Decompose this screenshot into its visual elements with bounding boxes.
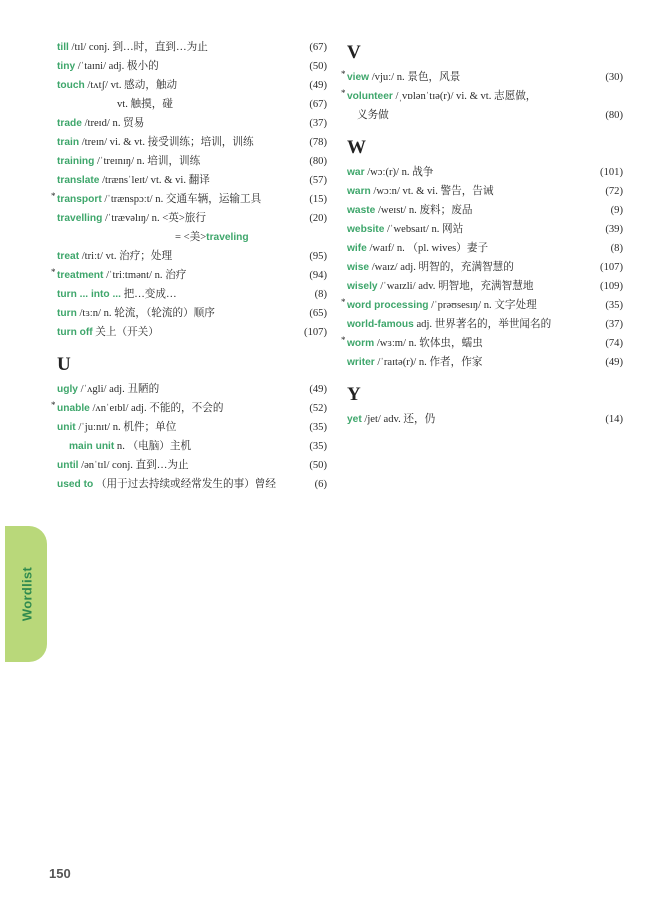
section-heading: U [57,354,71,375]
entry-text [57,399,223,418]
definition: /ˈtrævəlɪŋ/ n. <英>旅行 [102,213,206,224]
definition: /ənˈtɪl/ conj. 直到…为止 [78,460,189,471]
page-reference: (6) [314,479,327,490]
page-reference: (95) [309,251,327,262]
page-reference: (109) [600,281,623,292]
headword: turn [57,308,77,319]
word-entry [57,76,327,95]
page-reference: (49) [309,80,327,91]
headword: translate [57,175,100,186]
entry-text [57,437,191,456]
definition: n. （电脑）主机 [114,441,192,452]
section-gap [347,125,623,133]
headword: touch [57,80,85,91]
entry-text [347,334,483,353]
entry-text [57,247,172,266]
definition: /ʌnˈeɪbl/ adj. 不能的，不会的 [89,403,224,414]
headword: tiny [57,61,76,72]
definition: vt. 触摸，碰 [117,99,173,110]
entry-text [347,182,494,201]
star-marker: * [51,267,56,277]
word-entry [341,68,623,87]
entry-text [347,258,514,277]
definition: /vjuː/ n. 景色，风景 [369,72,461,83]
entry-text [57,285,177,304]
page-reference: (50) [309,61,327,72]
entry-text [57,323,159,342]
page-reference: (15) [309,194,327,205]
headword: wise [347,262,370,273]
page-reference: (78) [309,137,327,148]
definition: /ˈtreɪnɪŋ/ n. 培训，训练 [94,156,201,167]
definition: （用于过去持续或经常发生的事）曾经 [93,479,276,490]
word-entry [347,277,623,296]
definition: /treɪd/ n. 贸易 [81,118,145,129]
word-entry [57,304,327,323]
definition: /ˈtriːtmənt/ n. 治疗 [103,270,187,281]
page-reference: (35) [309,422,327,433]
entry-text [57,456,189,475]
page-reference: (8) [314,289,327,300]
headword: volunteer [347,91,393,102]
definition: /treɪn/ vi. & vt. 接受训练；培训，训练 [79,137,254,148]
word-entry [57,171,327,190]
definition: /waɪz/ adj. 明智的，充满智慧的 [369,262,514,273]
page-reference: (35) [309,441,327,452]
entry-text [347,220,463,239]
headword: used to [57,479,94,490]
entry-text [57,152,200,171]
word-entry [341,87,623,106]
side-tab-label: Wordlist [19,566,35,622]
definition: /tʌtʃ/ vt. 感动，触动 [84,80,178,91]
definition: /wɔː(r)/ n. 战争 [364,167,434,178]
definition: 义务做 [357,110,389,121]
page-reference: (67) [309,99,327,110]
entry-text [347,410,435,429]
word-entry [57,152,327,171]
page-reference: (80) [309,156,327,167]
word-entry [57,456,327,475]
page-reference: (35) [605,300,623,311]
word-entry [57,285,327,304]
star-marker: * [341,88,346,98]
word-entry [57,133,327,152]
page-reference: (9) [610,205,623,216]
entry-text [347,201,472,220]
word-entry [51,266,327,285]
page-reference: (67) [309,42,327,53]
page-reference: (107) [304,327,327,338]
definition: /tɪl/ conj. 到…时，直到…为止 [68,42,208,53]
page-reference: (37) [309,118,327,129]
section-heading: W [347,137,366,158]
word-entry [57,418,327,437]
page-reference: (107) [600,262,623,273]
word-entry [347,163,623,182]
headword: view [347,72,370,83]
entry-text [57,133,254,152]
word-entry [341,296,623,315]
definition: /ˈtrænspɔːt/ n. 交通车辆，运输工具 [101,194,262,205]
headword: transport [57,194,102,205]
star-marker: * [51,400,56,410]
headword: turn ... into ... [57,289,121,300]
word-entry [57,38,327,57]
page-reference: (8) [610,243,623,254]
headword: warn [347,186,371,197]
page-reference: (37) [605,319,623,330]
page-reference: (20) [309,213,327,224]
headword: train [57,137,80,148]
entry-text [57,418,176,437]
word-entry [347,315,623,334]
page-reference: (49) [309,384,327,395]
word-entry [51,399,327,418]
section-heading: V [347,42,361,63]
page-reference: (65) [309,308,327,319]
definition: /wɜːm/ n. 软体虫，蠕虫 [374,338,483,349]
entry-text [57,190,261,209]
headword: world-famous [347,319,414,330]
definition: = <美> [175,232,207,243]
headword: ugly [57,384,78,395]
word-entry [347,182,623,201]
definition: /ˈwaɪzli/ adv. 明智地，充满智慧地 [377,281,534,292]
headword: website [347,224,385,235]
word-entry [341,334,623,353]
word-entry [57,209,327,228]
word-entry [347,201,623,220]
page-reference: (94) [309,270,327,281]
word-entry [347,106,623,125]
entry-text [347,353,482,372]
word-entry [57,437,327,456]
wordlist-side-tab [5,526,47,662]
definition: /ˈtaɪni/ adj. 极小的 [75,61,159,72]
definition: 把…变成… [120,289,177,300]
headword: turn off [57,327,93,338]
definition: /tɜːn/ n. 轮流，（轮流的）顺序 [76,308,215,319]
star-marker: * [341,335,346,345]
page-number: 150 [49,866,71,881]
page-reference: (57) [309,175,327,186]
definition: /ˈjuːnɪt/ n. 机件；单位 [75,422,177,433]
headword: waste [347,205,376,216]
section-gap [57,342,327,350]
entry-text [347,277,533,296]
page-reference: (74) [605,338,623,349]
definition: 关上（开关） [92,327,159,338]
entry-text [57,209,206,228]
star-marker: * [341,69,346,79]
page-reference: (50) [309,460,327,471]
page-reference: (72) [605,186,623,197]
word-entry [57,323,327,342]
headword: traveling [206,232,249,243]
definition: /triːt/ vt. 治疗；处理 [79,251,173,262]
entry-text [57,171,210,190]
headword: war [347,167,365,178]
definition: /ˈprəʊsesɪŋ/ n. 文字处理 [428,300,537,311]
headword: training [57,156,95,167]
headword: treat [57,251,80,262]
word-entry [347,258,623,277]
entry-text [57,114,144,133]
word-entry [347,239,623,258]
word-entry [57,114,327,133]
headword: main unit [69,441,115,452]
word-entry [57,475,327,494]
definition: /ˈraɪtə(r)/ n. 作者，作家 [374,357,483,368]
headword: till [57,42,69,53]
entry-text [347,315,551,334]
star-marker: * [51,191,56,201]
word-entry [347,410,623,429]
word-entry [51,190,327,209]
page-reference: (30) [605,72,623,83]
headword: unit [57,422,76,433]
definition: /weɪst/ n. 废料；废品 [375,205,473,216]
headword: until [57,460,79,471]
page-reference: (52) [309,403,327,414]
entry-text [347,106,389,125]
page-reference: (49) [605,357,623,368]
word-entry [57,95,327,114]
star-marker: * [341,297,346,307]
entry-text [347,239,488,258]
headword: worm [347,338,375,349]
entry-text [57,380,159,399]
definition: /ˌvɒlənˈtɪə(r)/ vi. & vt. 志愿做， [392,91,537,102]
right-column [341,38,623,429]
entry-text [57,76,177,95]
word-entry [57,228,327,247]
entry-text [57,266,186,285]
entry-text [57,57,159,76]
entry-text [57,304,215,323]
entry-text [347,87,536,106]
definition: /jet/ adv. 还，仍 [361,414,436,425]
word-entry [347,220,623,239]
page-reference: (80) [605,110,623,121]
page-reference: (14) [605,414,623,425]
section-heading: Y [347,384,361,405]
headword: treatment [57,270,104,281]
definition: adj. 世界著名的，举世闻名的 [413,319,552,330]
word-entry [347,353,623,372]
entry-text [57,475,276,494]
word-entry [57,380,327,399]
entry-text [347,296,537,315]
headword: yet [347,414,362,425]
entry-text [347,163,433,182]
headword: unable [57,403,90,414]
definition: /trænsˈleɪt/ vt. & vi. 翻译 [99,175,210,186]
definition: /wɔːn/ vt. & vi. 警告，告诫 [370,186,494,197]
entry-text [57,228,249,247]
headword: writer [347,357,375,368]
section-gap [347,372,623,380]
headword: wife [347,243,367,254]
definition: /waɪf/ n. （pl. wives）妻子 [366,243,489,254]
page-reference: (39) [605,224,623,235]
definition: /ˈwebsaɪt/ n. 网站 [384,224,464,235]
page-reference: (101) [600,167,623,178]
headword: trade [57,118,82,129]
word-entry [57,247,327,266]
entry-text [347,68,460,87]
headword: travelling [57,213,103,224]
left-column [51,38,327,494]
headword: wisely [347,281,378,292]
definition: /ˈʌgli/ adj. 丑陋的 [77,384,160,395]
headword: word processing [347,300,429,311]
entry-text [57,95,173,114]
entry-text [57,38,208,57]
word-entry [57,57,327,76]
